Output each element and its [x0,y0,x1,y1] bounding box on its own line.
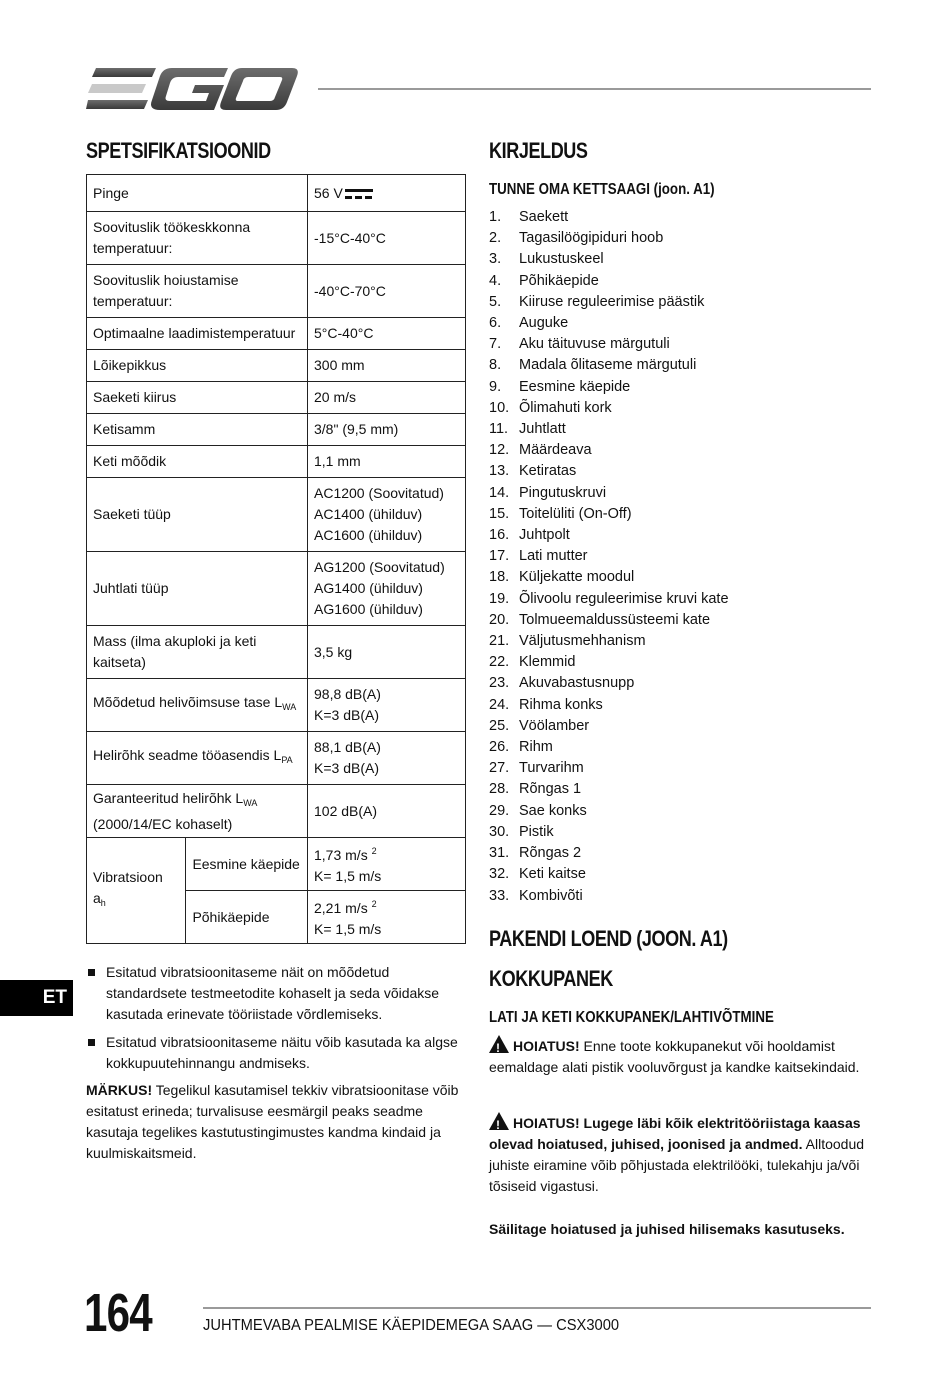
part-label: Rõngas 2 [519,845,582,862]
save-instructions: Säilitage hoiatused ja juhised hilisemaks kasutuseks. [489,1221,845,1237]
spec-value: -15°C-40°C [308,212,466,265]
value-line: AC1200 (Soovitatud) [314,485,444,501]
part-label: Pingutuskruvi [519,484,607,501]
spec-label: Mass (ilma akuploki ja keti kaitseta) [87,626,308,679]
part-label: Auguke [519,315,569,332]
spec-label: Saeketi tüüp [87,478,308,552]
voltage-value: 56 V [314,184,343,201]
part-label: Toitelüliti (On-Off) [519,505,632,522]
spec-label: Pinge [87,175,308,212]
vibration-sublabel: Põhikäepide [186,891,308,944]
part-number: 19. [489,590,510,607]
bullet-square-icon [88,1039,95,1046]
part-number: 17. [489,548,510,565]
part-item [489,886,729,907]
part-item [489,271,729,292]
part-item [489,843,729,864]
spec-value: 102 dB(A) [308,785,466,838]
spec-row [87,446,466,478]
part-label: Kiiruse reguleerimise päästik [519,293,705,310]
value-line: 98,8 dB(A) [314,686,381,702]
part-label: Klemmid [519,654,576,671]
part-label: Määrdeava [519,442,592,459]
part-number: 10. [489,399,510,416]
spec-value: 20 m/s [308,382,466,414]
part-number: 5. [489,293,502,310]
part-item [489,652,729,673]
description-heading: KIRJELDUS [489,138,588,163]
description-subheading: TUNNE OMA KETTSAAGI (joon. A1) [489,181,715,198]
part-item [489,822,729,843]
bullet-item: Esitatud vibratsioonitaseme näit on mõõdetud standardsete testmeetodite kohaselt ja seda võidakse kasutada erinevate tööriistade võrdlemiseks. [86,962,466,1025]
part-label: Keti kaitse [519,866,586,883]
spec-label: Ketisamm [87,414,308,446]
part-item [489,864,729,885]
warning-triangle-icon [489,1035,509,1053]
part-item [489,504,729,525]
part-item [489,631,729,652]
spec-value [308,552,466,626]
part-number: 9. [489,378,502,395]
parts-list [489,207,729,907]
part-item [489,249,729,270]
spec-row [87,679,466,732]
part-item [489,737,729,758]
vibration-sublabel: Eesmine käepide [186,838,308,891]
note-paragraph [86,1080,468,1164]
warning-label: HOIATUS! [513,1038,580,1054]
spec-value: -40°C-70°C [308,265,466,318]
spec-value: 3,5 kg [308,626,466,679]
part-item [489,334,729,355]
spec-label: Helirõhk seadme tööasendis $L_{PA}$ [87,732,308,785]
part-item [489,695,729,716]
spec-label: Juhtlati tüüp [87,552,308,626]
part-number: 11. [489,421,509,438]
spec-value: 300 mm [308,350,466,382]
part-number: 21. [489,633,510,650]
ego-logo-graphic [86,64,300,114]
part-item [489,292,729,313]
part-item [489,398,729,419]
language-tab: ET [0,980,73,1016]
footer-rule [203,1307,871,1309]
vibration-row [87,838,466,891]
part-item [489,461,729,482]
part-label: Juhtpolt [519,527,570,544]
part-number: 3. [489,251,502,268]
part-number: 26. [489,739,510,756]
part-item [489,758,729,779]
vibration-label: Vibratsioon $a_h$ [87,838,186,944]
part-number: 24. [489,696,510,713]
spec-row [87,732,466,785]
part-label: Lukustuskeel [519,251,604,268]
part-item [489,546,729,567]
spec-label: Saeketi kiirus [87,382,308,414]
spec-row [87,478,466,552]
part-number: 12. [489,442,510,459]
part-label: Juhtlatt [519,421,566,438]
part-number: 18. [489,569,510,586]
footer-title: JUHTMEVABA PEALMISE KÄEPIDEMEGA SAAG — CSX3000 [203,1317,620,1334]
ego-logo [86,64,300,114]
header-rule [318,88,871,90]
warning-2 [489,1112,871,1197]
part-item [489,610,729,631]
spec-row [87,350,466,382]
note-text: Tegelikul kasutamisel tekkiv vibratsioonitase võib esitatust erineda; turvalisuse eesmärgil peaks seadme kasutaja tegelikes kastutustingimustes kandma kindaid ja kuulmiskaitsmeid. [86,1082,459,1161]
part-item [489,377,729,398]
part-number: 29. [489,802,510,819]
spec-label: Mõõdetud helivõimsuse tase $L_{WA}$ [87,679,308,732]
spec-heading: SPETSIFIKATSIOONID [86,138,271,163]
part-number: 33. [489,887,510,904]
part-label: Saekett [519,209,569,225]
part-number: 4. [489,272,502,289]
spec-label: Soovituslik hoiustamise temperatuur: [87,265,308,318]
part-number: 28. [489,781,510,798]
part-number: 25. [489,717,510,734]
spec-label: Soovituslik töökeskkonna temperatuur: [87,212,308,265]
bullet-square-icon [88,969,95,976]
spec-table [86,174,466,944]
part-label: Vöölamber [519,717,590,734]
part-item [489,589,729,610]
spec-value [308,679,466,732]
part-number: 8. [489,357,502,374]
dc-symbol-icon [345,188,373,200]
part-label: Rihm [519,739,553,756]
warning-label: HOIATUS! [513,1115,580,1131]
part-label: Turvarihm [519,760,584,777]
warning-bold-text: Lugege läbi kõik elektritööriistaga kaasas olevad hoiatused, juhised, joonised ja andmed. [489,1115,861,1152]
part-item [489,779,729,800]
note-label: MÄRKUS! [86,1082,153,1098]
part-number: 30. [489,823,510,840]
warning-text: Alltoodud juhiste eiramine võib põhjustada elektrilööki, tulekahju ja/või tõsiseid vigastusi. [489,1136,865,1194]
part-number: 16. [489,527,510,544]
part-item [489,567,729,588]
part-label: Madala õlitaseme märgutuli [519,357,697,374]
spec-row [87,414,466,446]
warning-triangle-icon [489,1112,509,1130]
part-label: Rihma konks [519,696,603,713]
spec-row [87,175,466,212]
spec-row [87,212,466,265]
spec-row [87,552,466,626]
spec-value: 3/8" (9,5 mm) [308,414,466,446]
assembly-heading: KOKKUPANEK [489,966,613,991]
part-item [489,483,729,504]
part-label: Küljekatte moodul [519,569,635,586]
part-number: 20. [489,611,510,628]
spec-label: Lõikepikkus [87,350,308,382]
value-line: AC1600 (ühilduv) [314,527,423,543]
part-number: 32. [489,866,510,883]
value-line: AG1600 (ühilduv) [314,601,423,617]
spec-value: 2,21 m/s $^2$ K= 1,5 m/s [308,891,466,944]
part-label: Tolmueemaldussüsteemi kate [519,611,711,628]
part-item [489,355,729,376]
bullet-item: Esitatud vibratsioonitaseme näitu võib kasutada ka algse kokkupuutehinnangu andmiseks. [86,1032,466,1074]
spec-label: Optimaalne laadimistemperatuur [87,318,308,350]
part-number: 1. [489,209,502,225]
spec-value [308,732,466,785]
vibration-notes [86,962,466,1081]
part-number: 22. [489,654,510,671]
value-line: K=3 dB(A) [314,707,379,723]
part-label: Lati mutter [519,548,588,565]
part-item [489,801,729,822]
part-item [489,716,729,737]
part-label: Pistik [519,823,554,840]
spec-label: Garanteeritud helirõhk $L_{WA}$ (2000/14/EC kohaselt) [87,785,308,838]
part-label: Põhikäepide [519,272,599,289]
part-label: Akuvabastusnupp [519,675,635,692]
part-label: Tagasilöögipiduri hoob [519,230,664,247]
part-item [489,419,729,440]
part-label: Sae konks [519,802,587,819]
value-line: K=3 dB(A) [314,760,379,776]
part-item [489,313,729,334]
spec-value: 1,1 mm [308,446,466,478]
value-line: AC1400 (ühilduv) [314,506,423,522]
spec-row [87,265,466,318]
part-label: Eesmine käepide [519,378,631,395]
part-item [489,673,729,694]
spec-value: 5°C-40°C [308,318,466,350]
value-line: AG1400 (ühilduv) [314,580,423,596]
assembly-subheading: LATI JA KETI KOKKUPANEK/LAHTIVÕTMINE [489,1009,774,1026]
part-label: Aku täituvuse märgutuli [519,336,670,353]
warning-text: Enne toote kokkupanekut või hooldamist eemaldage alati pistik vooluvõrgust ja kandke kaitsekindaid. [489,1038,860,1075]
part-label: Õlivoolu reguleerimise kruvi kate [519,590,729,607]
part-label: Väljutusmehhanism [519,633,646,650]
part-number: 23. [489,675,510,692]
value-line: 88,1 dB(A) [314,739,381,755]
part-number: 31. [489,845,510,862]
part-item [489,228,729,249]
part-label: Õlimahuti kork [519,399,612,416]
spec-row [87,382,466,414]
spec-row [87,626,466,679]
packing-heading: PAKENDI LOEND (JOON. A1) [489,926,728,951]
part-label: Ketiratas [519,463,577,480]
spec-value [308,478,466,552]
part-item [489,525,729,546]
spec-value [308,175,466,212]
spec-row [87,785,466,838]
part-number: 13. [489,463,510,480]
part-label: Kombivõti [519,887,583,904]
part-number: 7. [489,336,502,353]
part-item [489,207,729,228]
page-number: 164 [84,1283,152,1343]
part-number: 6. [489,315,502,332]
warning-1 [489,1035,871,1078]
spec-row [87,318,466,350]
part-number: 14. [489,484,510,501]
value-line: AG1200 (Soovitatud) [314,559,445,575]
part-number: 27. [489,760,510,777]
spec-value: 1,73 m/s $^2$ K= 1,5 m/s [308,838,466,891]
part-label: Rõngas 1 [519,781,582,798]
part-number: 15. [489,505,510,522]
part-number: 2. [489,230,502,247]
part-item [489,440,729,461]
spec-label: Keti mõõdik [87,446,308,478]
